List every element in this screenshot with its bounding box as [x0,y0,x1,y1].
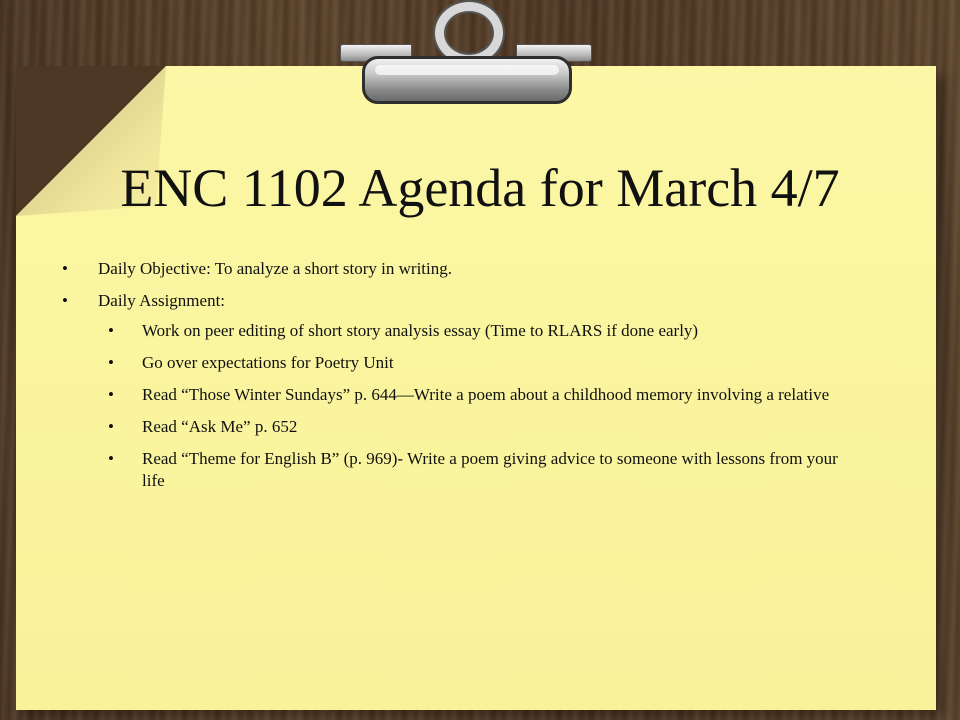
list-item-assignment [62,290,862,492]
list-item-text: Daily Objective: To analyze a short story in writing. [98,259,452,278]
slide-title: ENC 1102 Agenda for March 4/7 [120,158,840,218]
sublist-item [108,352,862,374]
binder-clip-icon [340,0,590,110]
sublist-item [108,320,862,342]
clip-ring [435,2,503,64]
sublist-item [108,384,862,406]
sublist-item-text: Go over expectations for Poetry Unit [142,353,394,372]
clip-body [362,56,572,104]
sublist-item [108,416,862,438]
list-item-text: Daily Assignment: [98,291,226,310]
bullet: • [108,417,114,436]
sublist-item-text: Read “Theme for English B” (p. 969)- Write a poem giving advice to someone with lessons from your life [142,449,838,490]
sublist-item-text: Work on peer editing of short story analysis essay (Time to RLARS if done early) [142,321,699,340]
sublist-item [108,448,862,492]
bullet: • [62,291,68,310]
list-item-objective [62,258,862,280]
bullet: • [108,353,114,372]
bullet: • [108,449,114,468]
slide-content [62,258,862,502]
bullet: • [108,385,114,404]
bullet: • [62,259,68,278]
sublist-item-text: Read “Those Winter Sundays” p. 644—Write a poem about a childhood memory involving a relative [142,385,830,404]
agenda-list [62,258,862,492]
bullet: • [108,321,114,340]
assignment-sublist [108,320,862,492]
sublist-item-text: Read “Ask Me” p. 652 [142,417,298,436]
